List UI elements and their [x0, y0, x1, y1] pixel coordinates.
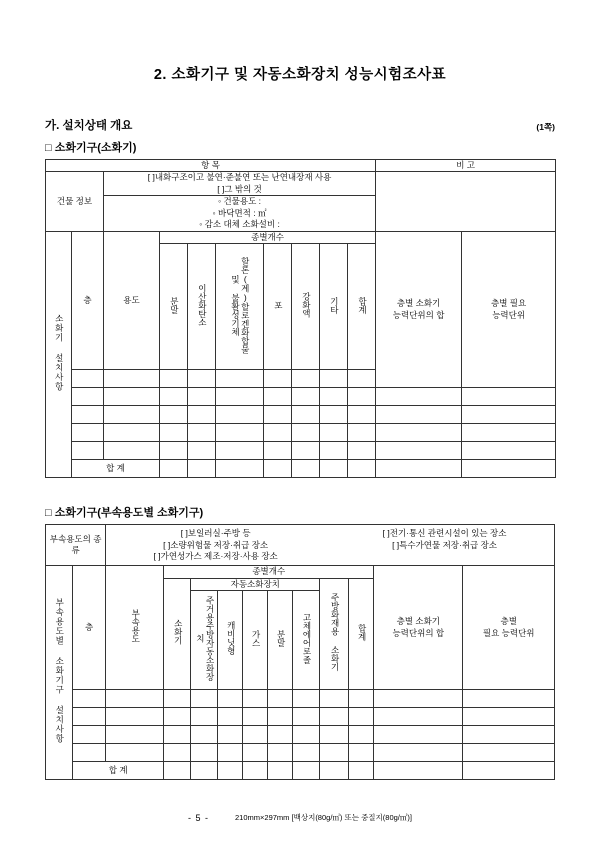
cell-aerosol[interactable] — [293, 743, 320, 761]
column-group-auto-system: 자동소화장치 — [191, 578, 320, 591]
cell-aux-use[interactable] — [106, 725, 164, 743]
cell-unit-sum[interactable] — [376, 424, 462, 442]
table-row — [46, 566, 555, 578]
choice-electric-comm[interactable]: [ ]전기·통신 관련시설이 있는 장소 — [382, 528, 507, 539]
cell-powder-total[interactable] — [268, 761, 293, 779]
table-row — [46, 424, 556, 442]
remark-cell — [376, 172, 556, 231]
cell-gas[interactable] — [243, 689, 268, 707]
cell-unit-need-total[interactable] — [463, 761, 555, 779]
cell-total[interactable] — [348, 388, 376, 406]
cell-total[interactable] — [349, 689, 374, 707]
total-label: 합 계 — [72, 460, 160, 478]
column-header-remark: 비 고 — [376, 160, 556, 172]
cell-floor[interactable] — [73, 725, 106, 743]
cell-unit-sum[interactable] — [374, 689, 463, 707]
auto-type-residential-kitchen: 주거용주방자동소화장치 — [191, 591, 218, 689]
cell-cabinet[interactable] — [218, 743, 243, 761]
cell-unit-sum[interactable] — [374, 725, 463, 743]
cell-kitchen-hood[interactable] — [320, 725, 349, 743]
column-header-floor — [72, 231, 104, 369]
column-header-unit-sum-line1: 층별 소화기 — [396, 298, 441, 309]
cell-cabinet[interactable] — [218, 689, 243, 707]
cell-foam[interactable] — [264, 442, 292, 460]
cell-unit-sum[interactable] — [376, 406, 462, 424]
cell-powder[interactable] — [268, 689, 293, 707]
type-loaded-stream: 강화액 — [292, 244, 320, 370]
cell-powder[interactable] — [160, 370, 188, 388]
cell-unit-need[interactable] — [462, 406, 556, 424]
auto-type-aerosol: 고체에어로졸 — [293, 591, 320, 689]
cell-other[interactable] — [320, 370, 348, 388]
table-row-total — [46, 460, 556, 478]
choice-boiler-kitchen[interactable]: [ ]보일러실·주방 등 — [180, 528, 251, 539]
column-header-aux-use-text: 부속용도 — [130, 608, 141, 643]
column-header-unit-need-line1: 층별 필요 — [491, 298, 527, 309]
cell-residential-kitchen[interactable] — [191, 743, 218, 761]
table-row — [46, 406, 556, 424]
cell-powder[interactable] — [268, 707, 293, 725]
cell-powder[interactable] — [268, 743, 293, 761]
aux-extinguisher-table — [45, 524, 555, 779]
cell-unit-sum-total[interactable] — [374, 761, 463, 779]
cell-total[interactable] — [349, 707, 374, 725]
cell-halon[interactable] — [216, 370, 264, 388]
cell-halon-total[interactable] — [216, 460, 264, 478]
cell-other[interactable] — [320, 388, 348, 406]
cell-co2[interactable] — [188, 370, 216, 388]
cell-co2-total[interactable] — [188, 460, 216, 478]
cell-unit-need[interactable] — [462, 442, 556, 460]
cell-floor[interactable] — [73, 743, 106, 761]
cell-cabinet-total[interactable] — [218, 761, 243, 779]
type-halon: 할론(계)할로겐화합물 및 불활성기체 — [216, 244, 264, 370]
cell-cabinet[interactable] — [218, 707, 243, 725]
total-label: 합 계 — [73, 761, 164, 779]
column-header-kitchen-hood: 주방화재용 소화기 — [320, 578, 349, 689]
cell-powder[interactable] — [160, 442, 188, 460]
table-row — [46, 707, 555, 725]
table-row — [46, 689, 555, 707]
building-info-fields — [104, 196, 376, 231]
page-number: - 5 - — [188, 813, 210, 823]
section-heading-text: 가. 설치상태 개요 — [45, 120, 133, 132]
column-header-unit-need-line2: 능력단위 — [492, 309, 526, 320]
choice-fireproof[interactable]: [ ]내화구조이고 불연·준불연 또는 난연내장재 사용 — [147, 172, 332, 183]
cell-residential-kitchen[interactable] — [191, 707, 218, 725]
table-row — [46, 160, 556, 172]
paper-spec: 210mm×297mm [백상지(80g/㎡) 또는 중질지(80g/㎡)] — [235, 813, 412, 822]
cell-kitchen-hood[interactable] — [320, 707, 349, 725]
auto-type-gas: 가스 — [243, 591, 268, 689]
cell-co2[interactable] — [188, 442, 216, 460]
extinguisher-table — [45, 159, 556, 478]
type-foam: 포 — [264, 244, 292, 370]
cell-kitchen-hood[interactable] — [320, 743, 349, 761]
side-label-text: 부속용도별 소화기구 설치사항 — [54, 598, 65, 744]
cell-floor[interactable] — [72, 424, 104, 442]
type-co2: 이산화탄소 — [188, 244, 216, 370]
column-header-unit-sum — [376, 231, 462, 387]
cell-halon[interactable] — [216, 442, 264, 460]
table-row — [46, 725, 555, 743]
column-header-aux-use — [106, 566, 164, 689]
cell-other[interactable] — [320, 424, 348, 442]
cell-powder[interactable] — [268, 725, 293, 743]
cell-unit-need[interactable] — [463, 689, 555, 707]
column-group-type-count: 종별개수 — [160, 231, 376, 243]
column-header-unit-sum-line2: 능력단위의 합 — [392, 627, 445, 638]
building-info-label: 건물 정보 — [46, 172, 104, 231]
cell-aux-use[interactable] — [106, 689, 164, 707]
column-header-floor-text: 층 — [85, 621, 94, 632]
side-label-extinguisher — [46, 231, 72, 477]
cell-gas[interactable] — [243, 707, 268, 725]
cell-co2[interactable] — [188, 406, 216, 424]
column-header-use — [104, 231, 160, 369]
cell-loaded-stream[interactable] — [292, 424, 320, 442]
table-row — [46, 743, 555, 761]
subsection-heading-1: □ 소화기구(소화기) — [45, 142, 137, 154]
type-total: 합계 — [348, 244, 376, 370]
cell-use[interactable] — [104, 442, 160, 460]
aux-use-label: 부속용도의 종류 — [46, 525, 106, 566]
cell-residential-kitchen[interactable] — [191, 689, 218, 707]
cell-halon[interactable] — [216, 424, 264, 442]
column-header-unit-need — [463, 566, 555, 689]
cell-gas[interactable] — [243, 725, 268, 743]
cell-unit-need-total[interactable] — [462, 460, 556, 478]
cell-unit-need[interactable] — [463, 707, 555, 725]
field-building-use[interactable]: ◦ 건물용도 : — [218, 196, 262, 207]
cell-floor[interactable] — [73, 707, 106, 725]
cell-aux-use[interactable] — [106, 743, 164, 761]
cell-gas[interactable] — [243, 743, 268, 761]
cell-floor[interactable] — [72, 442, 104, 460]
cell-foam[interactable] — [264, 424, 292, 442]
table-row-total — [46, 761, 555, 779]
table-row — [46, 231, 556, 243]
field-floor-area[interactable]: ◦ 바닥면적 : ㎡ — [212, 207, 267, 218]
cell-unit-need[interactable] — [462, 424, 556, 442]
column-group-type-count: 종별개수 — [164, 566, 374, 578]
column-header-unit-sum — [374, 566, 463, 689]
auto-type-powder: 분말 — [268, 591, 293, 689]
choice-small-hazardous[interactable]: [ ]소량위험물 저장·취급 장소 — [163, 539, 269, 550]
cell-gas-total[interactable] — [243, 761, 268, 779]
cell-aerosol-total[interactable] — [293, 761, 320, 779]
cell-residential-kitchen[interactable] — [191, 725, 218, 743]
building-structure-choices — [104, 172, 376, 196]
cell-total[interactable] — [348, 406, 376, 424]
column-header-total: 합계 — [349, 578, 374, 689]
cell-loaded-stream[interactable] — [292, 388, 320, 406]
cell-powder-total[interactable] — [160, 460, 188, 478]
column-header-floor-text: 층 — [83, 294, 92, 305]
cell-co2[interactable] — [188, 388, 216, 406]
cell-extinguisher[interactable] — [164, 725, 191, 743]
column-header-extinguisher: 소화기 — [164, 578, 191, 689]
cell-powder[interactable] — [160, 388, 188, 406]
page-title: 2. 소화기구 및 자동소화장치 성능시험조사표 — [153, 67, 447, 83]
cell-aerosol[interactable] — [293, 707, 320, 725]
cell-total[interactable] — [348, 424, 376, 442]
cell-total[interactable] — [349, 725, 374, 743]
cell-aerosol[interactable] — [293, 689, 320, 707]
cell-foam[interactable] — [264, 406, 292, 424]
cell-loaded-stream[interactable] — [292, 442, 320, 460]
cell-floor[interactable] — [72, 406, 104, 424]
cell-loaded-stream[interactable] — [292, 370, 320, 388]
cell-cabinet[interactable] — [218, 725, 243, 743]
cell-extinguisher[interactable] — [164, 707, 191, 725]
cell-loaded-stream-total[interactable] — [292, 460, 320, 478]
cell-unit-sum[interactable] — [374, 707, 463, 725]
column-header-unit-sum-line2: 능력단위의 합 — [392, 309, 445, 320]
cell-residential-kitchen-total[interactable] — [191, 761, 218, 779]
cell-use[interactable] — [104, 370, 160, 388]
cell-extinguisher[interactable] — [164, 743, 191, 761]
cell-unit-need[interactable] — [462, 388, 556, 406]
cell-total[interactable] — [348, 442, 376, 460]
side-label-text: 소화기 설치사항 — [54, 314, 65, 392]
cell-other[interactable] — [320, 406, 348, 424]
choice-other[interactable]: [ ]그 밖의 것 — [217, 183, 262, 194]
page-footer — [45, 812, 555, 823]
cell-unit-need[interactable] — [463, 725, 555, 743]
table-row — [46, 172, 556, 196]
column-header-floor — [73, 566, 106, 689]
cell-aerosol[interactable] — [293, 725, 320, 743]
cell-unit-sum[interactable] — [374, 743, 463, 761]
cell-unit-sum[interactable] — [376, 442, 462, 460]
cell-unit-sum[interactable] — [376, 388, 462, 406]
cell-other-total[interactable] — [320, 460, 348, 478]
table-row — [46, 442, 556, 460]
column-header-unit-need-line1: 층별 — [500, 616, 517, 627]
cell-floor[interactable] — [73, 689, 106, 707]
table-row — [46, 388, 556, 406]
cell-total[interactable] — [348, 370, 376, 388]
type-powder: 분말 — [160, 244, 188, 370]
cell-powder[interactable] — [160, 424, 188, 442]
cell-co2[interactable] — [188, 424, 216, 442]
cell-floor[interactable] — [72, 388, 104, 406]
choice-flammable-gas[interactable]: [ ]가연성가스 제조·저장·사용 장소 — [153, 551, 278, 562]
column-header-unit-need-line2: 필요 능력단위 — [482, 627, 535, 638]
cell-use[interactable] — [104, 388, 160, 406]
cell-extinguisher-total[interactable] — [164, 761, 191, 779]
cell-total-total[interactable] — [349, 761, 374, 779]
cell-use[interactable] — [104, 424, 160, 442]
field-alt-equipment[interactable]: ◦ 감소 대체 소화설비 : — [199, 219, 280, 230]
cell-halon[interactable] — [216, 388, 264, 406]
cell-foam-total[interactable] — [264, 460, 292, 478]
cell-extinguisher[interactable] — [164, 689, 191, 707]
aux-use-choices — [106, 525, 555, 566]
cell-other[interactable] — [320, 442, 348, 460]
cell-total[interactable] — [349, 743, 374, 761]
cell-foam[interactable] — [264, 388, 292, 406]
cell-kitchen-hood[interactable] — [320, 689, 349, 707]
side-label-aux — [46, 566, 73, 779]
cell-total-total[interactable] — [348, 460, 376, 478]
cell-floor[interactable] — [72, 370, 104, 388]
subsection-heading-2: □ 소화기구(부속용도별 소화기구) — [45, 507, 204, 520]
choice-special-combustible[interactable]: [ ]특수가연물 저장·취급 장소 — [392, 539, 498, 550]
type-other: 기타 — [320, 244, 348, 370]
cell-unit-sum-total[interactable] — [376, 460, 462, 478]
page-mark: (1쪽) — [536, 122, 555, 132]
column-header-unit-need — [462, 231, 556, 387]
cell-halon[interactable] — [216, 406, 264, 424]
cell-unit-need[interactable] — [463, 743, 555, 761]
cell-foam[interactable] — [264, 370, 292, 388]
column-header-unit-sum-line1: 층별 소화기 — [396, 616, 440, 627]
cell-powder[interactable] — [160, 406, 188, 424]
table-row — [46, 525, 555, 566]
section-heading — [45, 117, 555, 133]
column-header-item: 항 목 — [46, 160, 376, 172]
column-header-use-text: 용도 — [123, 294, 140, 305]
auto-type-cabinet: 캐비닛형 — [218, 591, 243, 689]
cell-loaded-stream[interactable] — [292, 406, 320, 424]
cell-kitchen-hood-total[interactable] — [320, 761, 349, 779]
cell-use[interactable] — [104, 406, 160, 424]
cell-aux-use[interactable] — [106, 707, 164, 725]
